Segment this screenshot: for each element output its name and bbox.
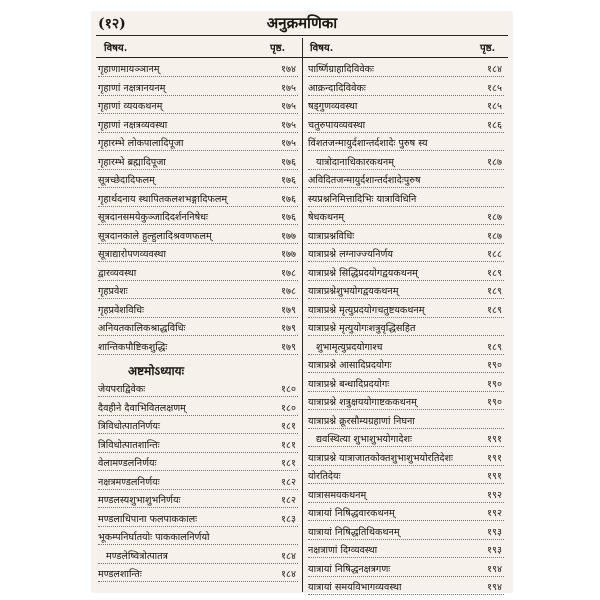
page-title: अनुक्रमणिका [266, 14, 338, 32]
entry-title: योरतिदेयः [308, 471, 341, 482]
entry-page-number: १७६ [281, 212, 296, 223]
entry-page-number: १८० [281, 402, 296, 414]
entry-rule [308, 113, 504, 114]
index-entry [98, 567, 298, 583]
index-entry [308, 525, 504, 541]
entry-title: वेलामण्डलनिर्णयः [98, 458, 157, 469]
entry-page-number: १९० [487, 397, 502, 408]
index-entry [308, 395, 504, 411]
entry-page-number: १८५ [487, 82, 502, 94]
index-entry [308, 192, 504, 208]
entry-page-number: १९३ [487, 526, 502, 538]
entry-title: यात्राप्रश्ने शत्रुक्षययोगाष्टककथनम् [308, 397, 417, 408]
index-entry [308, 247, 504, 263]
entry-rule [98, 507, 298, 508]
entry-title: सूत्रच्छेदादिफलम् [98, 175, 155, 186]
entry-page-number: १७७ [281, 230, 296, 242]
entry-title: जेयपराद्विवेकः [98, 384, 146, 395]
entry-title: मण्डलशान्तिः [98, 569, 142, 580]
entry-rule [308, 243, 504, 244]
index-entry [98, 155, 298, 171]
entry-page-number: १८७ [487, 230, 502, 242]
entry-title: यात्राप्रश्ने क्रूरसौम्यग्रहाणां निघना [308, 415, 415, 427]
index-entry [98, 192, 298, 208]
entry-rule [98, 150, 298, 151]
entry-rule [308, 298, 504, 299]
chapter-heading: अष्टमोऽध्यायः [128, 364, 185, 378]
entry-title: दैवहीने दैवाभिवितलक्षणम् [98, 402, 186, 414]
entry-page-number: १९४ [487, 582, 502, 593]
entry-rule [98, 76, 298, 77]
entry-title: गृहप्रवेशविधिः [98, 304, 144, 316]
entry-rule [98, 206, 298, 207]
entry-rule [308, 354, 504, 355]
entry-rule [98, 224, 298, 225]
entry-rule [308, 169, 504, 170]
entry-rule [98, 187, 298, 188]
entry-rule [98, 169, 298, 170]
entry-page-number: १९१ [487, 434, 502, 445]
entry-rule [308, 483, 504, 484]
index-entry [98, 62, 298, 78]
index-entry [98, 438, 298, 454]
entry-rule [308, 428, 504, 429]
entry-title: यात्रायां निषिद्धतिथिकथनम् [308, 526, 400, 538]
entry-title: अनियतकालिकश्राद्धविधिः [98, 323, 186, 334]
index-entry [308, 451, 504, 467]
entry-rule [308, 372, 504, 373]
entry-rule [98, 452, 298, 453]
entry-page-number: १८४ [487, 64, 502, 75]
entry-rule [308, 150, 504, 151]
entry-title: यात्रायां निषिद्धनक्षत्रगणः [308, 563, 391, 575]
entry-title: यात्राप्रश्नविधिः [308, 230, 355, 242]
index-entry [308, 580, 504, 596]
index-entry [98, 136, 298, 152]
entry-rule [98, 354, 298, 355]
right-subject-header: विषय. [310, 43, 334, 54]
page-header [92, 12, 512, 34]
index-entry [98, 456, 298, 472]
left-subject-header: विषय. [104, 43, 128, 54]
index-entry [98, 118, 298, 134]
entry-page-number: १८६ [487, 119, 502, 131]
entry-title: मण्डलस्यशुभाशुभनिर्णयः [98, 495, 181, 506]
index-entry [98, 99, 298, 115]
entry-page-number: १८७ [487, 212, 502, 223]
index-entry [308, 506, 504, 522]
entry-rule [98, 113, 298, 114]
index-entry [98, 530, 298, 546]
entry-rule [308, 187, 504, 188]
entry-page-number: १९२ [487, 489, 502, 501]
entry-title: यात्रायां निषिद्धवारकथनम् [308, 508, 395, 519]
entry-rule [308, 280, 504, 281]
entry-rule [98, 544, 298, 545]
index-entry [308, 210, 504, 226]
index-entry [98, 284, 298, 300]
entry-rule [98, 132, 298, 133]
index-entry [98, 81, 298, 97]
entry-page-number: १९४ [487, 563, 502, 575]
entry-title: गृहाणां नक्षत्रव्यवस्था [98, 119, 168, 131]
entry-page-number: १७५ [281, 101, 296, 112]
index-entry [98, 266, 298, 282]
entry-rule [308, 317, 504, 318]
index-entry [308, 136, 504, 152]
entry-page-number: १८९ [487, 304, 502, 316]
entry-title: षेधकथनम् [308, 212, 345, 223]
index-entry [308, 81, 504, 97]
entry-page-number: १७८ [281, 267, 296, 279]
entry-title: यात्रोदानाधिकारकथनम् [316, 156, 394, 168]
entry-page-number: १७६ [281, 193, 296, 205]
entry-title: मण्डलेष्वित्रोत्पातत्र [106, 550, 168, 562]
entry-rule [308, 76, 504, 77]
entry-page-number: १७९ [281, 323, 296, 334]
entry-rule [308, 224, 504, 225]
entry-title: द्वारव्यवस्था [98, 267, 137, 279]
right-page-header: पृष्ठ. [480, 43, 496, 54]
entry-rule [308, 391, 504, 392]
entry-rule [308, 539, 504, 540]
entry-title: मण्डलाधिपाना फलपाककालः [98, 513, 198, 525]
index-entry [308, 469, 504, 485]
entry-page-number: १८९ [487, 341, 502, 353]
entry-rule [98, 335, 298, 336]
entry-rule [308, 502, 504, 503]
entry-title: गृहारम्भे लोकपालादिपूजा [98, 138, 184, 149]
entry-title: विंशतजन्मायुर्दशान्तर्दशादेः पुरुष स्य [308, 138, 428, 149]
entry-title: षड्गुणव्यवस्था [308, 101, 358, 112]
index-entry [308, 284, 504, 300]
entry-title: गृहारम्भे ब्रह्मादिपूजा [98, 156, 166, 168]
column-divider [302, 38, 303, 592]
index-entry [308, 266, 504, 282]
entry-page-number: १८२ [281, 495, 296, 506]
entry-title: यात्राप्रश्ने बन्धादिप्रदयोगः [308, 378, 390, 390]
entry-page-number: १८५ [487, 101, 502, 112]
index-entry [308, 62, 504, 78]
entry-title: आक्रन्दादिविवेकः [308, 82, 366, 94]
entry-rule [98, 243, 298, 244]
entry-rule [98, 489, 298, 490]
entry-rule [308, 576, 504, 577]
index-entry [308, 543, 504, 559]
entry-title: नक्षत्राणां दिग्व्यवस्था [308, 545, 378, 556]
index-entry [308, 488, 504, 504]
entry-page-number: १७९ [281, 341, 296, 353]
entry-title: यात्राप्रश्ने मृत्युप्रदयोगचतुष्टयकथनम् [308, 304, 425, 316]
entry-page-number: १७६ [281, 175, 296, 186]
entry-rule [308, 446, 504, 447]
entry-title: यात्राप्रश्ने सिद्धिप्रदयोगद्वयकथनम् [308, 267, 418, 279]
entry-rule [98, 95, 298, 96]
index-entry [308, 340, 504, 356]
entry-rule [98, 433, 298, 434]
entry-title: पार्ष्णिग्राहादिविवेकः [308, 64, 374, 75]
entry-page-number: १९० [487, 378, 502, 390]
entry-title: सूत्रदानकाले हुल्हुलादिश्रवणफलम् [98, 230, 212, 242]
entry-rule [308, 335, 504, 336]
index-entry [308, 173, 504, 189]
entry-rule [98, 261, 298, 262]
entry-rule [98, 298, 298, 299]
entry-page-number: १७९ [281, 304, 296, 316]
entry-title: शुभामृत्युप्रदयोगाश्च [316, 341, 383, 353]
entry-page-number: १८० [281, 384, 296, 395]
index-entry [98, 419, 298, 435]
entry-rule [98, 470, 298, 471]
entry-title: स्यप्रश्ननिमित्तादिभिः यात्राविधिनि [308, 193, 417, 205]
index-entry [98, 401, 298, 417]
entry-title: गृहाणां नक्षत्रानयनम् [98, 82, 166, 94]
index-entry [308, 414, 504, 430]
entry-page-number: १७५ [281, 138, 296, 149]
entry-rule [308, 465, 504, 466]
index-entry [98, 512, 298, 528]
entry-page-number: १८९ [487, 286, 502, 297]
index-entry [308, 562, 504, 578]
index-entry [98, 229, 298, 245]
entry-page-number: १७८ [281, 286, 296, 297]
entry-page-number: १८३ [281, 513, 296, 525]
page-number: (१२) [98, 16, 126, 32]
entry-rule [308, 95, 504, 96]
entry-rule [98, 415, 298, 416]
entry-page-number: १७६ [281, 156, 296, 168]
entry-page-number: १९३ [487, 545, 502, 556]
entry-rule [308, 261, 504, 262]
entry-page-number: १९० [487, 360, 502, 371]
index-entry [308, 118, 504, 134]
entry-rule [98, 317, 298, 318]
index-entry [98, 173, 298, 189]
entry-title: सूत्रदानसमयेकुञ्जादिदर्शननिषेधः [98, 212, 208, 223]
entry-rule [308, 206, 504, 207]
book-page [92, 12, 512, 592]
entry-page-number: १८८ [487, 249, 502, 260]
entry-page-number: १८१ [281, 458, 296, 469]
left-page-header: पृष्ठ. [270, 43, 286, 54]
entry-title: यात्राप्रश्ने आसादिप्रदयोगः [308, 360, 392, 371]
entry-page-number: १८१ [281, 439, 296, 451]
entry-title: चतुरुपायव्यवस्था [308, 119, 366, 131]
entry-title: यात्राप्रश्नेशुभयोगद्वयकथनम् [308, 286, 399, 297]
entry-title: गृहाणां व्ययकथनम् [98, 101, 163, 112]
entry-rule [98, 396, 298, 397]
entry-rule [308, 594, 504, 595]
entry-rule [308, 132, 504, 133]
entry-page-number: १७४ [281, 64, 296, 75]
entry-title: गृहार्थदनाय स्थापितकलशभङ्गादिफलम् [98, 193, 228, 205]
index-entry [308, 358, 504, 374]
index-entry [98, 247, 298, 263]
index-entry [98, 475, 298, 491]
entry-title: नक्षत्रमण्डलनिर्णयः [98, 476, 160, 488]
entry-rule [98, 581, 298, 582]
index-entry [308, 321, 504, 337]
entry-rule [308, 409, 504, 410]
entry-page-number: १८९ [487, 267, 502, 279]
entry-page-number: १९१ [487, 452, 502, 464]
entry-title: त्रिविधोत्पातनिर्णयः [98, 421, 160, 432]
entry-page-number: १८४ [281, 550, 296, 562]
index-entry [98, 303, 298, 319]
entry-title: यात्रासमयकथनम् [308, 489, 367, 501]
index-entry [98, 210, 298, 226]
index-entry [308, 229, 504, 245]
index-entry [308, 155, 504, 171]
header-rule [96, 35, 508, 36]
entry-rule [308, 557, 504, 558]
entry-title: सूत्राद्यारोपणव्यवस्था [98, 249, 166, 260]
entry-title: अविदितजन्मायुर्दशान्तर्दशादेःपुरुष [308, 175, 421, 186]
entry-title: गृहप्रवेशः [98, 286, 128, 297]
entry-page-number: १७७ [281, 249, 296, 260]
index-entry [98, 493, 298, 509]
index-entry [308, 432, 504, 448]
entry-rule [98, 563, 298, 564]
entry-page-number: १७५ [281, 82, 296, 94]
index-entry [98, 549, 298, 565]
index-entry [98, 382, 298, 398]
entry-rule [98, 280, 298, 281]
entry-title: भूकम्पनिर्घातयोः पाककालनिर्णयो [98, 532, 210, 543]
entry-page-number: १८७ [487, 156, 502, 168]
index-entry [308, 303, 504, 319]
entry-title: द्यवस्थित्या शुभाशुभयोगादेशः [316, 434, 412, 445]
index-entry [308, 99, 504, 115]
index-entry [98, 340, 298, 356]
entry-page-number: १७५ [281, 119, 296, 131]
entry-page-number: १८२ [281, 476, 296, 488]
entry-title: शान्तिकपौष्टिकशुद्धिः [98, 341, 168, 353]
entry-page-number: १८४ [281, 569, 296, 580]
entry-title: यात्राप्रश्ने यात्राजातकोक्तशुभाशुभयोरतिदेशः [308, 452, 453, 464]
entry-title: यात्राप्रश्ने मृत्युयोगःशत्रुवृद्धिसहित [308, 323, 416, 334]
entry-title: यात्राप्रश्ने लग्नाज्ज्यनिर्णय [308, 249, 393, 260]
entry-title: गृहाणामायञ्ञानम् [98, 64, 160, 75]
entry-rule [308, 520, 504, 521]
entry-rule [98, 526, 298, 527]
entry-title: यात्रायां समयविभागव्यवस्था [308, 582, 402, 593]
index-entry [308, 377, 504, 393]
index-entry [98, 321, 298, 337]
entry-page-number: १९२ [487, 508, 502, 519]
entry-page-number: १८१ [281, 421, 296, 432]
entry-title: त्रिविधोत्पातशान्तिः [98, 439, 160, 451]
entry-page-number: १९१ [487, 471, 502, 482]
